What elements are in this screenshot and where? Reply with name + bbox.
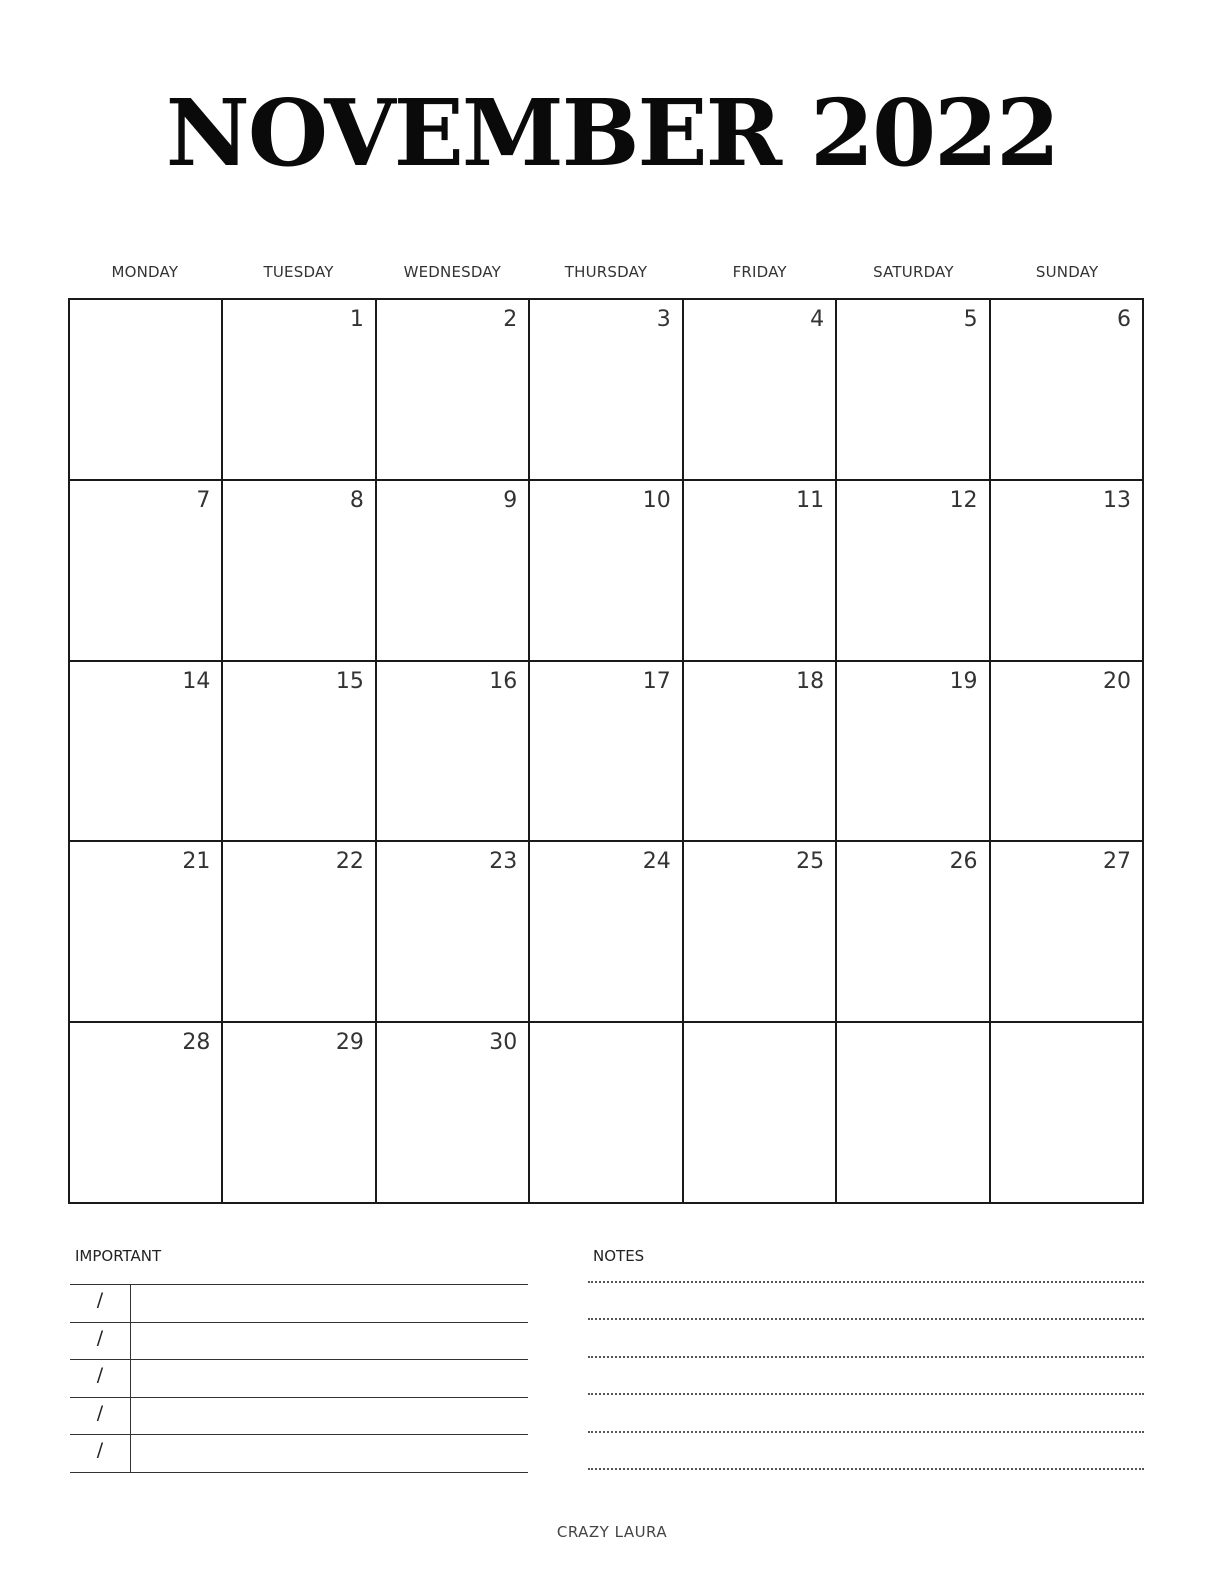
day-number: 13 xyxy=(1103,487,1131,513)
important-row[interactable] xyxy=(70,1435,528,1473)
day-cell[interactable] xyxy=(223,842,376,1023)
note-line[interactable] xyxy=(588,1393,1144,1395)
day-cell[interactable] xyxy=(377,662,530,843)
day-number: 27 xyxy=(1103,849,1131,875)
weekday-monday: MONDAY xyxy=(111,263,179,281)
note-line[interactable] xyxy=(588,1468,1144,1470)
calendar-title: NOVEMBER 2022 xyxy=(165,79,1059,187)
date-slot: / xyxy=(70,1285,131,1322)
weekday-wednesday: WEDNESDAY xyxy=(403,263,501,281)
weekday-friday: FRIDAY xyxy=(732,263,787,281)
important-row[interactable] xyxy=(70,1360,528,1398)
calendar-grid xyxy=(68,298,1144,1204)
day-number: 9 xyxy=(503,487,518,513)
day-cell[interactable] xyxy=(837,300,990,481)
day-number: 15 xyxy=(335,668,364,694)
weekday-sunday: SUNDAY xyxy=(1035,263,1099,281)
day-cell[interactable] xyxy=(837,842,990,1023)
weekday-saturday: SATURDAY xyxy=(873,263,954,281)
day-cell[interactable] xyxy=(70,300,223,481)
day-cell[interactable] xyxy=(991,842,1144,1023)
day-cell[interactable] xyxy=(223,300,376,481)
day-number: 16 xyxy=(489,668,518,694)
day-cell[interactable] xyxy=(684,481,837,662)
day-number: 23 xyxy=(489,849,518,875)
day-cell[interactable] xyxy=(377,1023,530,1204)
day-cell[interactable] xyxy=(684,842,837,1023)
day-number: 19 xyxy=(949,668,978,694)
day-cell[interactable] xyxy=(70,481,223,662)
weekday-header xyxy=(68,260,1144,284)
date-slot: / xyxy=(70,1323,131,1360)
day-cell[interactable] xyxy=(223,1023,376,1204)
day-number: 24 xyxy=(642,849,671,875)
day-number: 22 xyxy=(335,849,364,875)
day-cell[interactable] xyxy=(530,1023,683,1204)
day-number: 25 xyxy=(796,849,825,875)
footer-brand: CRAZY LAURA xyxy=(556,1523,668,1541)
day-number: 4 xyxy=(810,307,825,332)
day-number: 21 xyxy=(182,849,211,875)
day-number: 20 xyxy=(1103,668,1131,694)
day-number: 11 xyxy=(796,487,825,513)
day-cell[interactable] xyxy=(530,300,683,481)
day-cell[interactable] xyxy=(70,842,223,1023)
day-cell[interactable] xyxy=(223,481,376,662)
day-number: 18 xyxy=(796,668,825,694)
day-cell[interactable] xyxy=(70,662,223,843)
weekday-thursday: THURSDAY xyxy=(564,263,648,281)
day-number: 28 xyxy=(182,1030,211,1056)
date-slot: / xyxy=(70,1360,131,1397)
day-cell[interactable] xyxy=(70,1023,223,1204)
day-cell[interactable] xyxy=(684,300,837,481)
weekday-tuesday: TUESDAY xyxy=(263,263,334,281)
important-table xyxy=(70,1284,528,1472)
day-cell[interactable] xyxy=(377,842,530,1023)
note-line[interactable] xyxy=(588,1356,1144,1358)
date-slot: / xyxy=(70,1435,131,1472)
day-cell[interactable] xyxy=(837,481,990,662)
day-number: 29 xyxy=(335,1030,364,1056)
day-cell[interactable] xyxy=(991,300,1144,481)
notes-lines xyxy=(588,1281,1144,1476)
day-number: 26 xyxy=(949,849,978,875)
note-line[interactable] xyxy=(588,1281,1144,1283)
day-number: 2 xyxy=(503,307,518,332)
note-line[interactable] xyxy=(588,1431,1144,1433)
day-cell[interactable] xyxy=(837,1023,990,1204)
day-number: 3 xyxy=(656,307,671,332)
important-row[interactable] xyxy=(70,1398,528,1436)
day-number: 1 xyxy=(349,307,364,332)
day-number: 7 xyxy=(196,487,211,513)
day-cell[interactable] xyxy=(684,1023,837,1204)
important-row[interactable] xyxy=(70,1323,528,1361)
day-cell[interactable] xyxy=(377,300,530,481)
important-label: IMPORTANT xyxy=(75,1247,162,1265)
day-cell[interactable] xyxy=(684,662,837,843)
day-number: 30 xyxy=(489,1030,518,1056)
day-number: 12 xyxy=(949,487,978,513)
day-cell[interactable] xyxy=(223,662,376,843)
day-cell[interactable] xyxy=(991,662,1144,843)
day-cell[interactable] xyxy=(837,662,990,843)
day-number: 8 xyxy=(349,487,364,513)
day-cell[interactable] xyxy=(377,481,530,662)
day-cell[interactable] xyxy=(530,481,683,662)
note-line[interactable] xyxy=(588,1318,1144,1320)
day-number: 14 xyxy=(182,668,211,694)
day-cell[interactable] xyxy=(530,842,683,1023)
day-cell[interactable] xyxy=(991,481,1144,662)
day-number: 5 xyxy=(963,307,978,332)
day-number: 6 xyxy=(1117,307,1131,332)
date-slot: / xyxy=(70,1398,131,1435)
day-cell[interactable] xyxy=(530,662,683,843)
important-row[interactable] xyxy=(70,1285,528,1323)
day-number: 17 xyxy=(642,668,671,694)
day-cell[interactable] xyxy=(991,1023,1144,1204)
day-number: 10 xyxy=(642,487,671,513)
notes-label: NOTES xyxy=(593,1247,645,1265)
